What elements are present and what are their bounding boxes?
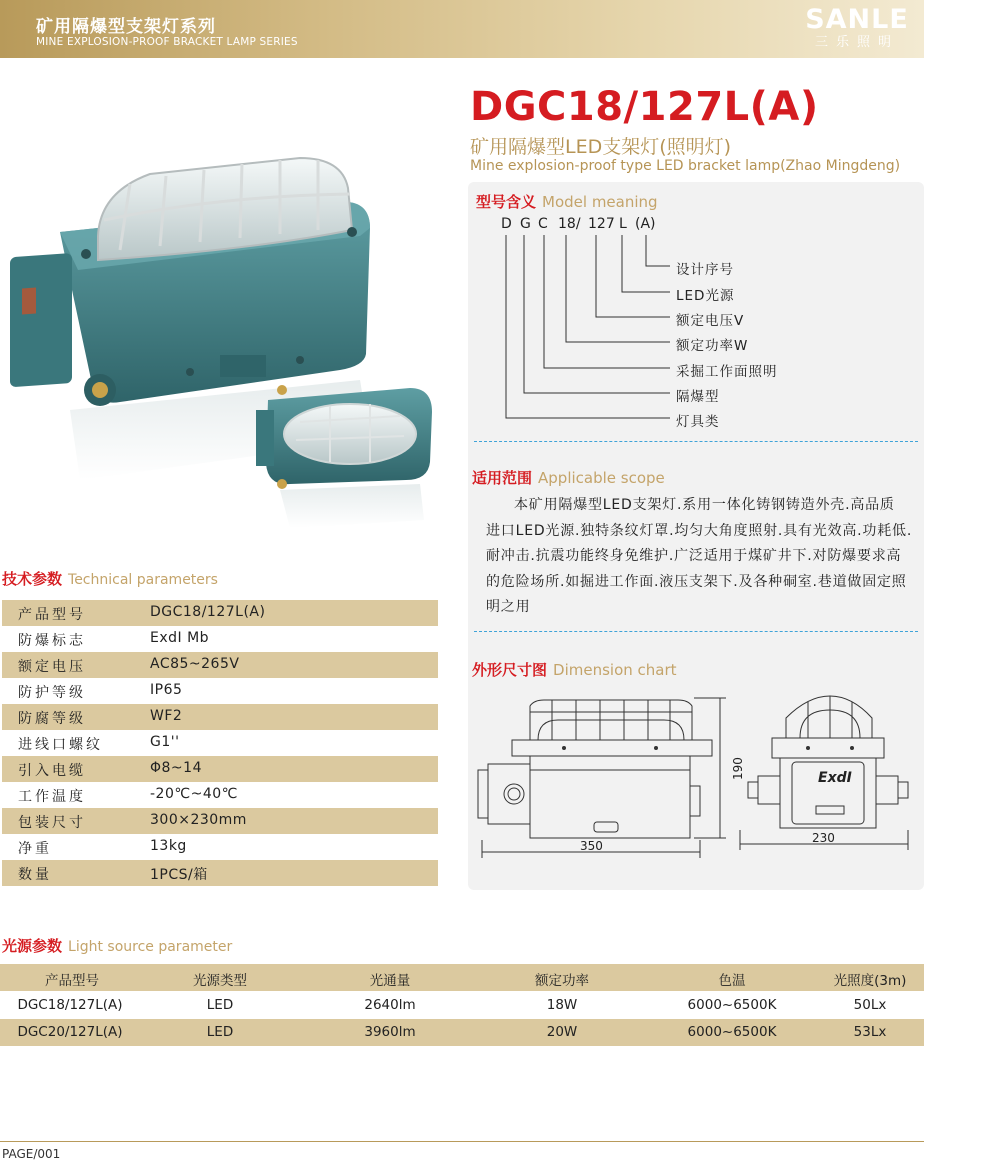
light-cell: 50Lx: [853, 997, 887, 1013]
model-char: L: [619, 216, 627, 232]
dim-width: 350: [580, 839, 603, 853]
tech-key: 防腐等级: [18, 711, 86, 727]
light-cell: 53Lx: [853, 1024, 887, 1040]
logo-cn: 三乐照明: [814, 35, 899, 50]
scope-title-cn: 适用范围: [472, 469, 533, 487]
product-model-title: DGC18/127L(A): [470, 84, 819, 130]
light-cell: 6000~6500K: [687, 997, 777, 1013]
light-cell: LED: [206, 997, 234, 1013]
tech-value: 300×230mm: [150, 812, 247, 828]
tech-key: 包装尺寸: [18, 815, 86, 831]
product-name-cn: 矿用隔爆型LED支架灯(照明灯): [470, 136, 732, 158]
tech-value: ExdI Mb: [150, 630, 210, 646]
light-source-heading: [2, 935, 232, 956]
model-label: 采掘工作面照明: [676, 364, 778, 380]
scope-line: 明之用: [486, 599, 531, 615]
light-header-cell: 产品型号: [45, 973, 99, 989]
ex-mark: ExdI: [818, 770, 852, 786]
tech-value: G1'': [150, 734, 180, 750]
model-char: G: [520, 216, 531, 232]
series-title-en: MINE EXPLOSION-PROOF BRACKET LAMP SERIES: [36, 36, 298, 48]
light-row: [0, 992, 924, 1019]
divider: [474, 631, 918, 632]
light-row: [0, 1019, 924, 1046]
tech-value: -20℃~40℃: [150, 786, 238, 802]
tech-row: [2, 600, 438, 626]
tech-row: [2, 730, 438, 756]
tech-key: 净重: [18, 841, 52, 857]
light-cell: DGC18/127L(A): [17, 997, 123, 1013]
light-header-cell: 光源类型: [193, 973, 247, 989]
tech-row: [2, 626, 438, 652]
dimension-heading: [472, 659, 677, 680]
light-header-row: [0, 964, 924, 991]
tech-key: 产品型号: [18, 607, 86, 623]
tech-row: [2, 652, 438, 678]
model-char: C: [538, 216, 548, 232]
product-name-en: Mine explosion-proof type LED bracket lamp(Zhao Mingdeng): [470, 158, 901, 174]
light-cell: 20W: [546, 1024, 578, 1040]
scope-line: 耐冲击.抗震功能终身免维护.广泛适用于煤矿井下.对防爆要求高: [486, 548, 902, 564]
light-header-cell: 色温: [718, 973, 746, 989]
scope-paragraph: [486, 493, 916, 621]
scope-line: 本矿用隔爆型LED支架灯.系用一体化铸钢铸造外壳.高品质: [514, 497, 895, 513]
scope-heading: [472, 467, 665, 488]
light-header-cell: 光通量: [369, 973, 411, 989]
tech-title-cn: 技术参数: [2, 570, 63, 588]
dimension-drawing: [468, 690, 924, 865]
tech-title-en: Technical parameters: [68, 572, 218, 588]
tech-heading: [2, 568, 218, 589]
light-header-cell: 额定功率: [535, 973, 589, 989]
page-number: PAGE/001: [2, 1147, 61, 1161]
tech-key: 数量: [18, 867, 52, 883]
tech-row: [2, 756, 438, 782]
tech-value: 13kg: [150, 838, 187, 854]
tech-row: [2, 834, 438, 860]
tech-key: 防护等级: [18, 685, 86, 701]
light-header-cell: 光照度(3m): [833, 973, 907, 989]
light-cell: 6000~6500K: [687, 1024, 777, 1040]
product-photo: [0, 140, 440, 560]
model-char: 18/: [558, 216, 581, 232]
tech-key: 进线口螺纹: [18, 737, 103, 753]
tech-value: DGC18/127L(A): [150, 604, 266, 620]
model-label: 隔爆型: [676, 389, 720, 405]
tech-value: 1PCS/箱: [150, 867, 208, 883]
dimension-title-cn: 外形尺寸图: [472, 661, 548, 679]
model-meaning-heading: [476, 191, 658, 212]
scope-line: 的危险场所.如掘进工作面.液压支架下.及各种硐室.巷道做固定照: [486, 573, 907, 590]
light-cell: LED: [206, 1024, 234, 1040]
tech-key: 额定电压: [18, 659, 86, 675]
scope-title-en: Applicable scope: [538, 469, 665, 487]
light-cell: 3960lm: [364, 1024, 416, 1040]
divider: [474, 441, 918, 442]
model-label: 额定功率W: [676, 338, 749, 354]
tech-value: WF2: [150, 708, 183, 724]
footer-rule: [0, 1141, 924, 1142]
series-title-cn: 矿用隔爆型支架灯系列: [36, 17, 216, 37]
tech-value: Φ8~14: [150, 760, 202, 776]
logo-wordmark: SANLE: [805, 4, 909, 35]
light-title-en: Light source parameter: [68, 939, 233, 955]
tech-row: [2, 678, 438, 704]
tech-row: [2, 782, 438, 808]
scope-line: 进口LED光源.独特条纹灯罩.均匀大角度照射.具有光效高.功耗低.: [486, 522, 913, 539]
brand-logo: [802, 5, 912, 51]
model-char: D: [501, 216, 512, 232]
model-char: (A): [635, 216, 656, 232]
dim-height: 190: [731, 757, 745, 780]
tech-key: 引入电缆: [18, 763, 86, 779]
tech-row: [2, 860, 438, 886]
tech-row: [2, 704, 438, 730]
model-label: 额定电压V: [676, 313, 745, 329]
tech-key: 防爆标志: [18, 633, 86, 649]
model-label: LED光源: [676, 288, 735, 304]
model-label: 灯具类: [676, 414, 720, 430]
model-meaning-leaders: [468, 230, 688, 430]
light-title-cn: 光源参数: [2, 937, 63, 955]
tech-value: IP65: [150, 682, 183, 698]
dim-depth: 230: [812, 831, 835, 845]
tech-row: [2, 808, 438, 834]
model-label: 设计序号: [676, 262, 734, 278]
model-meaning-title-en: Model meaning: [542, 193, 658, 211]
model-meaning-title-cn: 型号含义: [476, 193, 537, 211]
dimension-title-en: Dimension chart: [553, 661, 677, 679]
light-cell: 2640lm: [364, 997, 416, 1013]
tech-key: 工作温度: [18, 789, 86, 805]
light-cell: DGC20/127L(A): [17, 1024, 123, 1040]
tech-value: AC85~265V: [150, 656, 240, 672]
model-char: 127: [588, 216, 615, 232]
light-cell: 18W: [546, 997, 578, 1013]
